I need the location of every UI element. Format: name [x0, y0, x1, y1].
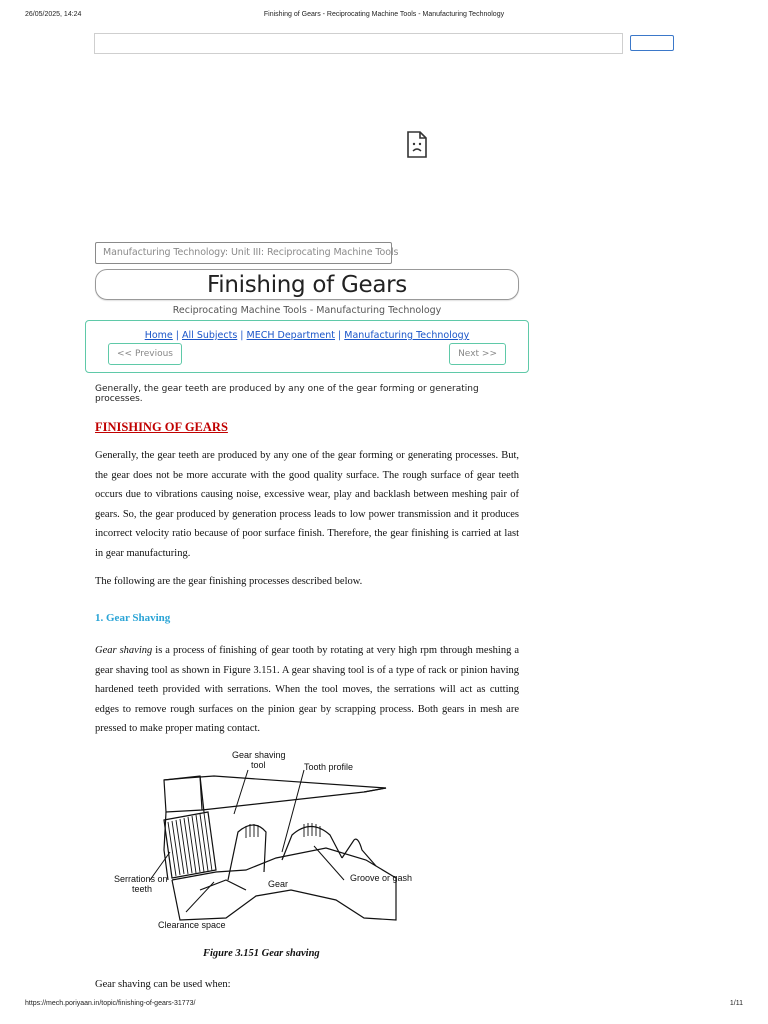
label-gear-shaving-tool-1: Gear shaving [232, 750, 286, 760]
label-serrations-1: Serrations on [114, 874, 168, 884]
paragraph: Gear shaving can be used when: [95, 979, 231, 990]
next-button[interactable]: Next >> [449, 343, 506, 365]
page-title-box [95, 269, 519, 300]
page-subtitle: Reciprocating Machine Tools - Manufacturing Technology [172, 305, 442, 316]
navigation-box [85, 320, 529, 373]
print-url: https://mech.poriyaan.in/topic/finishing-of-gears-31773/ [25, 1000, 196, 1007]
breadcrumb[interactable]: Manufacturing Technology: Unit III: Reciprocating Machine Tools [95, 242, 392, 264]
print-footer [25, 1000, 743, 1012]
nav-link-all-subjects[interactable]: All Subjects [182, 330, 238, 341]
nav-links: Home | All Subjects | MECH Department | Manufacturing Technology [144, 330, 470, 341]
gear-shaving-figure [96, 740, 426, 965]
label-tooth-profile: Tooth profile [304, 762, 354, 772]
search-button[interactable] [630, 35, 674, 51]
label-clearance-space: Clearance space [158, 920, 226, 930]
intro-text: Generally, the gear teeth are produced by any one of the gear forming or generating processes. [95, 384, 479, 404]
paragraph [95, 641, 519, 739]
paragraph-text: is a process of finishing of gear tooth by rotating at very high rpm through meshing a gear shaving tool as shown in Figure 3.151. A gear shaving tool is of a type of rack or pinion having hardened teeth provided with serrations. When the tool moves, the serrations will act as cutting edges to remove rough surfaces on the pinion gear by scrapping process. Both gears in mesh are pressed to make proper mating contact. [95, 645, 519, 735]
label-gear: Gear [268, 879, 289, 889]
print-page-number: 1/11 [729, 1000, 743, 1007]
label-serrations-2: teeth [132, 884, 153, 894]
figure-caption: Figure 3.151 Gear shaving [203, 948, 320, 959]
print-date: 26/05/2025, 14:24 [25, 11, 82, 18]
paragraph: The following are the gear finishing processes described below. [95, 576, 363, 587]
print-header [25, 11, 743, 23]
broken-image-icon [406, 131, 428, 158]
nav-link-home[interactable]: Home [144, 330, 173, 341]
nav-link-manufacturing-technology[interactable]: Manufacturing Technology [344, 330, 470, 341]
section-title: FINISHING OF GEARS [95, 420, 228, 434]
previous-button[interactable]: << Previous [108, 343, 182, 365]
sub-heading-gear-shaving: 1. Gear Shaving [95, 612, 171, 624]
label-groove-or-gash: Groove or gash [350, 873, 413, 883]
label-gear-shaving-tool-2: tool [251, 760, 266, 770]
print-title: Finishing of Gears - Reciprocating Machine Tools - Manufacturing Technology [263, 11, 505, 18]
gear-shaving-term: Gear shaving [95, 645, 153, 656]
nav-link-mech-department[interactable]: MECH Department [246, 330, 336, 341]
paragraph: Generally, the gear teeth are produced by any one of the gear forming or generating processes. But, the gear does not be more accurate with the good quality surface. The rough surface of gear teeth occurs due to vibrations causing noise, excessive wear, play and backlash between meshing pair of gears. So, the gear produced by generation process leads to low power transmission and it produces incorrect velocity ratio because of poor surface finish. Therefore, the gear finishing is carried at last in gear manufacturing. [95, 450, 519, 559]
page-title: Finishing of Gears [207, 272, 407, 298]
search-input[interactable] [94, 33, 623, 54]
